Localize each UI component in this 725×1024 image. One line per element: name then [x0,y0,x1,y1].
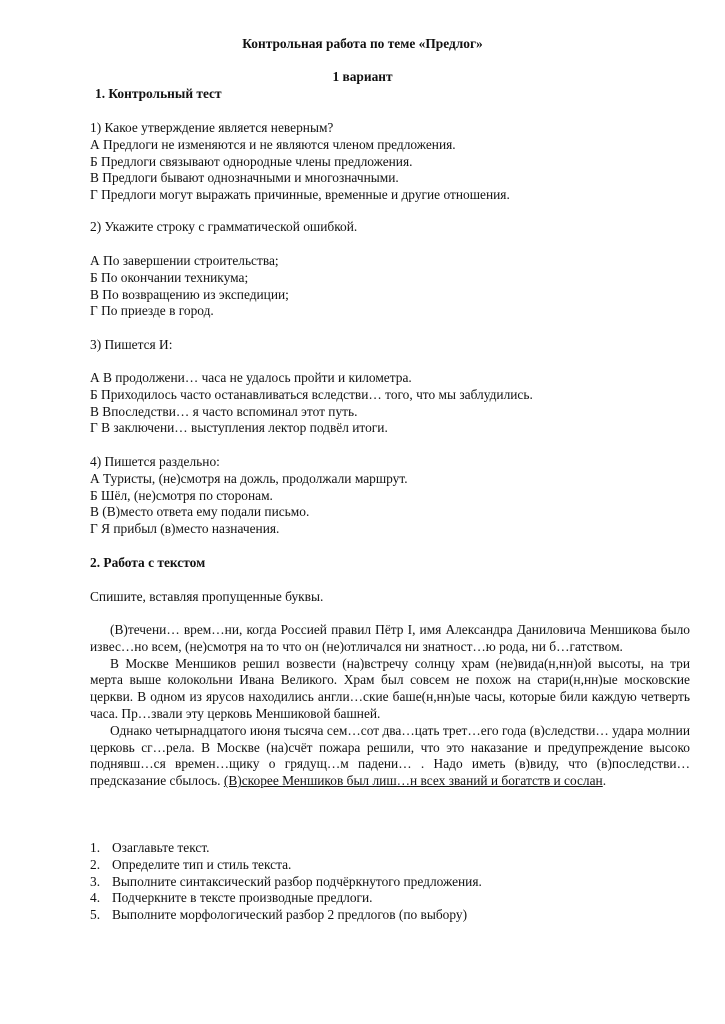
passage-paragraph-2: В Москве Меншиков решил возвести (на)встречу солнцу храм (не)вида(н,нн)ой высоты, на три мерта выше колокольни Ивана Великого. Храм был совсем не похож на стари(н,нн)ые московские церкви. В одном из ярусов находились англи…ские баше(н,нн)ые часы, которые били каждую четверть часа. Пр…звали эту церковь Меншиковой башней. [90,655,690,721]
answer-option: А Предлоги не изменяются и не являются членом предложения. [90,136,456,152]
answer-option: Г Я прибыл (в)место назначения. [90,521,280,537]
task-number: 5. [90,907,101,923]
answer-option: А В продолжени… часа не удалось пройти и километра. [90,370,412,385]
question-2 [90,219,690,236]
answer-option: Г Предлоги могут выражать причинные, временные и другие отношения. [90,187,510,203]
question-1 [90,120,690,204]
question-text: 1) Какое утверждение является неверным? [90,120,334,135]
section2-heading: 2. Работа с текстом [90,555,206,570]
task-text: Выполните синтаксический разбор подчёркнутого предложения. [112,873,482,889]
question-text: 4) Пишется раздельно: [90,454,220,469]
task-item [90,840,690,857]
text-passage [90,622,690,790]
answer-option: А По завершении строительства; [90,253,279,268]
task-list [90,840,690,924]
answer-option: Г В заключени… выступления лектор подвёл итоги. [90,420,388,436]
instruction: Спишите, вставляя пропущенные буквы. [90,589,324,604]
task-number: 1. [90,840,101,855]
question-2-options [90,253,690,320]
question-text: 2) Укажите строку с грамматической ошибкой. [90,219,358,234]
passage-paragraph-3-end: . [602,773,607,789]
task-text: Подчеркните в тексте производные предлоги. [112,890,373,906]
passage-paragraph-3 [90,723,690,790]
task-number: 2. [90,856,101,872]
answer-option: Б Шёл, (не)смотря по сторонам. [90,487,273,503]
answer-option: Б Приходилось часто останавливаться вследстви… того, что мы заблудились. [90,386,533,402]
passage-paragraph-1: (В)течени… врем…ни, когда Россией правил Пётр I, имя Александра Даниловича Меншикова было извес…но всем, (не)смотря на то что он (не)отличался ни знатност…ю рода, ни б…гатством. [90,622,690,654]
passage-paragraph-3-start: Однако четырнадцатого июня тысяча сем…сот два…цать трет…его года (в)следстви… удара молнии церковь сг…рела. В Москве (на)счёт пожара решили, что это наказание и предупреждение высоко поднявш…ся времен…щику о грядущ…м падени… . Надо иметь (в)виду, что (в)последстви… предсказание сбылось. [90,722,690,789]
variant-label: 1 вариант [332,69,393,84]
task-text: Выполните морфологический разбор 2 предлогов (по выбору) [112,907,468,923]
task-item [90,907,690,924]
task-number: 4. [90,890,101,906]
answer-option: В По возвращению из экспедиции; [90,286,289,302]
section1-heading: 1. Контрольный тест [95,86,222,101]
task-number: 3. [90,873,101,889]
question-3 [90,337,690,354]
task-text: Определите тип и стиль текста. [112,856,292,872]
underlined-sentence: (В)скорее Меншиков был лиш…н всех званий и богатств и сослан [223,773,603,789]
task-item [90,857,690,874]
question-3-options [90,370,690,437]
answer-option: Б По окончании техникума; [90,269,249,285]
answer-option: А Туристы, (не)смотря на дожль, продолжали маршрут. [90,470,408,486]
question-text: 3) Пишется И: [90,337,173,352]
answer-option: В (В)место ответа ему подали письмо. [90,504,310,520]
task-text: Озаглавьте текст. [112,840,210,855]
question-4 [90,454,690,538]
answer-option: Г По приезде в город. [90,303,214,319]
task-item [90,874,690,891]
answer-option: В Впоследстви… я часто вспоминал этот путь. [90,403,358,419]
answer-option: Б Предлоги связывают однородные члены предложения. [90,153,413,169]
task-item [90,890,690,907]
answer-option: В Предлоги бывают однозначными и многозначными. [90,170,399,186]
document-title: Контрольная работа по теме «Предлог» [242,36,483,51]
